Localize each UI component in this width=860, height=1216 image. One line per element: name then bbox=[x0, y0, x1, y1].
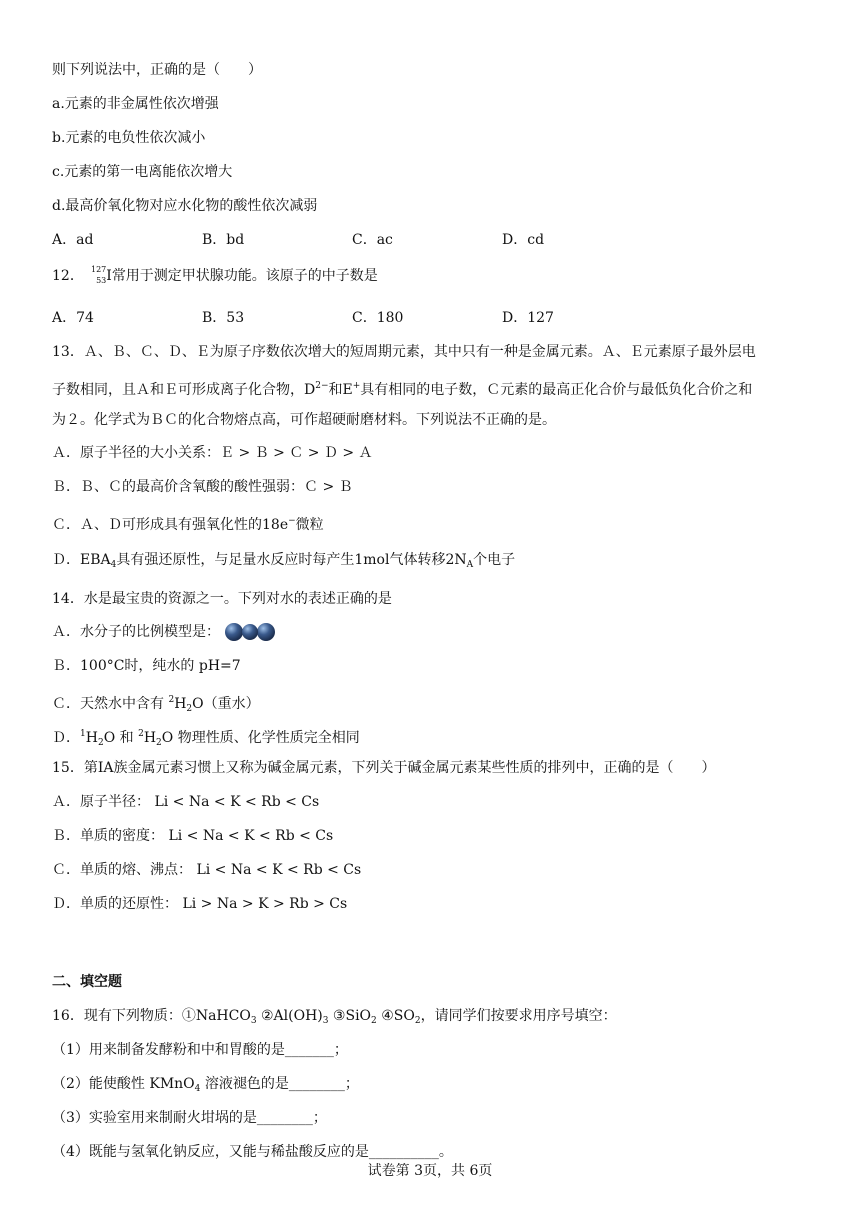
q14-option-d-isotope2: 2 bbox=[138, 729, 144, 739]
q16-stem-part4: ④SO bbox=[376, 1008, 415, 1024]
q14-option-d-h1: H bbox=[85, 730, 98, 746]
q14-option-c[interactable] bbox=[52, 690, 260, 719]
q16-sub2: 3 bbox=[322, 1016, 329, 1026]
q11-option-d[interactable]: D．cd bbox=[502, 232, 545, 248]
q13-ion-e: E bbox=[342, 382, 353, 398]
q13-option-a[interactable]: Ａ．原子半径的大小关系：Ｅ > Ｂ > Ｃ > Ｄ > Ａ bbox=[52, 445, 373, 461]
q12-option-c[interactable]: C．180 bbox=[352, 310, 404, 326]
q11-item-d: d.最高价氧化物对应水化物的酸性依次减弱 bbox=[52, 198, 318, 214]
q16-part2-sub: 4 bbox=[194, 1084, 201, 1094]
water-space-filling-model-icon bbox=[224, 621, 276, 643]
q13-option-c[interactable] bbox=[52, 511, 324, 535]
q14-option-a[interactable] bbox=[52, 621, 276, 643]
q14-stem: 14．水是最宝贵的资源之一。下列对水的表述正确的是 bbox=[52, 591, 392, 607]
q16-stem-part5: ，请同学们按要求用序号填空： bbox=[420, 1008, 617, 1024]
q14-option-c-text: Ｃ．天然水中含有 bbox=[52, 696, 169, 712]
q12-atomic-number: 53 bbox=[96, 276, 107, 285]
q14-option-d-label: Ｄ． bbox=[52, 730, 80, 746]
q13-option-d-label: Ｄ． bbox=[52, 552, 80, 568]
q15-option-c[interactable]: Ｃ．单质的熔、沸点： Li < Na < K < Rb < Cs bbox=[52, 862, 362, 878]
q13-ion-e-charge: + bbox=[352, 381, 361, 391]
q12-stem-line bbox=[52, 266, 378, 286]
q11-item-b: b.元素的电负性依次减小 bbox=[52, 130, 206, 146]
q13-option-c-charge: − bbox=[288, 516, 296, 526]
q11-stem: 则下列说法中，正确的是（ ） bbox=[52, 62, 262, 78]
q12-symbol: I bbox=[106, 268, 112, 284]
q11-option-a[interactable]: A．ad bbox=[52, 232, 94, 248]
q12-option-d[interactable]: D．127 bbox=[502, 310, 554, 326]
q14-option-c-h: H bbox=[174, 696, 187, 712]
q13-option-c-text: Ｃ．Ａ、Ｄ可形成具有强氧化性的 bbox=[52, 517, 262, 533]
q16-stem-part2: ②Al(OH) bbox=[256, 1008, 323, 1024]
q13-option-b[interactable]: Ｂ．Ｂ、Ｃ的最高价含氧酸的酸性强弱：Ｃ > Ｂ bbox=[52, 479, 353, 495]
q13-ion-d-charge: 2− bbox=[315, 381, 329, 391]
q12-option-a[interactable]: A．74 bbox=[52, 310, 94, 326]
q13-option-d-avogadro: 2N bbox=[445, 552, 467, 568]
q13-option-c-electrons: 18e bbox=[262, 517, 289, 533]
q13-stem-line2 bbox=[52, 376, 752, 400]
q16-part3[interactable]: （3）实验室用来制耐火坩埚的是________； bbox=[52, 1110, 327, 1126]
q16-part4[interactable]: （4）既能与氢氧化钠反应，又能与稀盐酸反应的是__________。 bbox=[52, 1144, 453, 1160]
q16-part2-text: （2）能使酸性 KMnO bbox=[52, 1076, 195, 1092]
q16-part2-tail: 溶液褪色的是________； bbox=[200, 1076, 359, 1092]
q14-option-d-tail: O 物理性质、化学性质完全相同 bbox=[161, 730, 360, 746]
q11-option-b[interactable]: B．bd bbox=[202, 232, 245, 248]
q14-option-d-isotope1: 1 bbox=[80, 729, 86, 739]
q13-option-d-formula-sub: 4 bbox=[110, 560, 117, 570]
q16-part2[interactable] bbox=[52, 1074, 359, 1099]
q11-item-c: c.元素的第一电离能依次增大 bbox=[52, 164, 233, 180]
q16-sub1: 3 bbox=[250, 1016, 257, 1026]
page-footer: 试卷第 3页，共 6页 bbox=[367, 1163, 493, 1179]
q11-option-c[interactable]: C．ac bbox=[352, 232, 393, 248]
q13-option-d[interactable] bbox=[52, 550, 515, 575]
q14-option-c-sub: 2 bbox=[186, 704, 193, 714]
q14-option-d-sub1: 2 bbox=[97, 738, 104, 748]
q13-ion-d: D bbox=[304, 382, 316, 398]
q14-option-a-text: Ａ．水分子的比例模型是： bbox=[52, 624, 220, 640]
q14-option-c-isotope: 2 bbox=[168, 695, 175, 705]
q14-option-d-h2: H bbox=[143, 730, 157, 746]
q13-option-c-tail: 微粒 bbox=[295, 517, 324, 533]
q13-stem-line3: 为２。化学式为ＢＣ的化合物熔点高，可作超硬耐磨材料。下列说法不正确的是。 bbox=[52, 412, 556, 428]
q14-option-c-tail: O（重水） bbox=[192, 696, 260, 712]
q16-stem-part1: 16．现有下列物质：①NaHCO bbox=[52, 1008, 251, 1024]
q13-line2-part-c: 具有相同的电子数，Ｃ元素的最高正化合价与最低负化合价之和 bbox=[360, 382, 753, 398]
q13-option-d-tail: 个电子 bbox=[473, 552, 516, 568]
q13-stem-line1: 13．Ａ、Ｂ、Ｃ、Ｄ、Ｅ为原子序数依次增大的短周期元素，其中只有一种是金属元素。Ａ、Ｅ元素原子最外层电 bbox=[52, 344, 756, 360]
q13-option-d-mol: 1mol bbox=[354, 552, 390, 568]
q12-number: 12． bbox=[52, 268, 84, 284]
q15-option-a[interactable]: Ａ．原子半径： Li < Na < K < Rb < Cs bbox=[52, 794, 320, 810]
q12-option-b[interactable]: B．53 bbox=[202, 310, 245, 326]
q14-option-d[interactable] bbox=[52, 724, 360, 753]
q14-option-b[interactable]: Ｂ．100°C时，纯水的 pH=7 bbox=[52, 658, 241, 674]
q15-option-b[interactable]: Ｂ．单质的密度： Li < Na < K < Rb < Cs bbox=[52, 828, 334, 844]
q11-item-a: a.元素的非金属性依次增强 bbox=[52, 96, 219, 112]
q12-nuclide-notation bbox=[88, 266, 106, 286]
q13-option-d-avogadro-sub: A bbox=[466, 560, 474, 570]
q13-line2-part-b: 和 bbox=[328, 382, 343, 398]
q16-sub3: 2 bbox=[371, 1016, 377, 1026]
q16-stem-part3: ③SiO bbox=[328, 1008, 372, 1024]
section-title: 二、填空题 bbox=[52, 974, 122, 990]
q14-option-d-and: O 和 bbox=[103, 730, 139, 746]
q12-mass-number: 127 bbox=[91, 265, 107, 274]
q14-option-d-sub2: 2 bbox=[156, 738, 162, 748]
q16-sub4: 2 bbox=[414, 1016, 421, 1026]
q15-stem: 15．第ⅠA族金属元素习惯上又称为碱金属元素，下列关于碱金属元素某些性质的排列中，正确的是（ ） bbox=[52, 760, 716, 776]
q13-option-d-text: 具有强还原性，与足量水反应时每产生 bbox=[116, 552, 355, 568]
q13-option-d-text2: 气体转移 bbox=[389, 552, 446, 568]
q13-option-d-formula: EBA bbox=[80, 552, 111, 568]
q13-line2-part-a: 子数相同，且Ａ和Ｅ可形成离子化合物， bbox=[52, 382, 304, 398]
q16-stem bbox=[52, 1006, 617, 1031]
q15-option-d[interactable]: Ｄ．单质的还原性： Li > Na > K > Rb > Cs bbox=[52, 896, 348, 912]
q16-part1[interactable]: （1）用来制备发酵粉和中和胃酸的是_______； bbox=[52, 1042, 348, 1058]
q12-stem: 常用于测定甲状腺功能。该原子的中子数是 bbox=[111, 268, 378, 284]
